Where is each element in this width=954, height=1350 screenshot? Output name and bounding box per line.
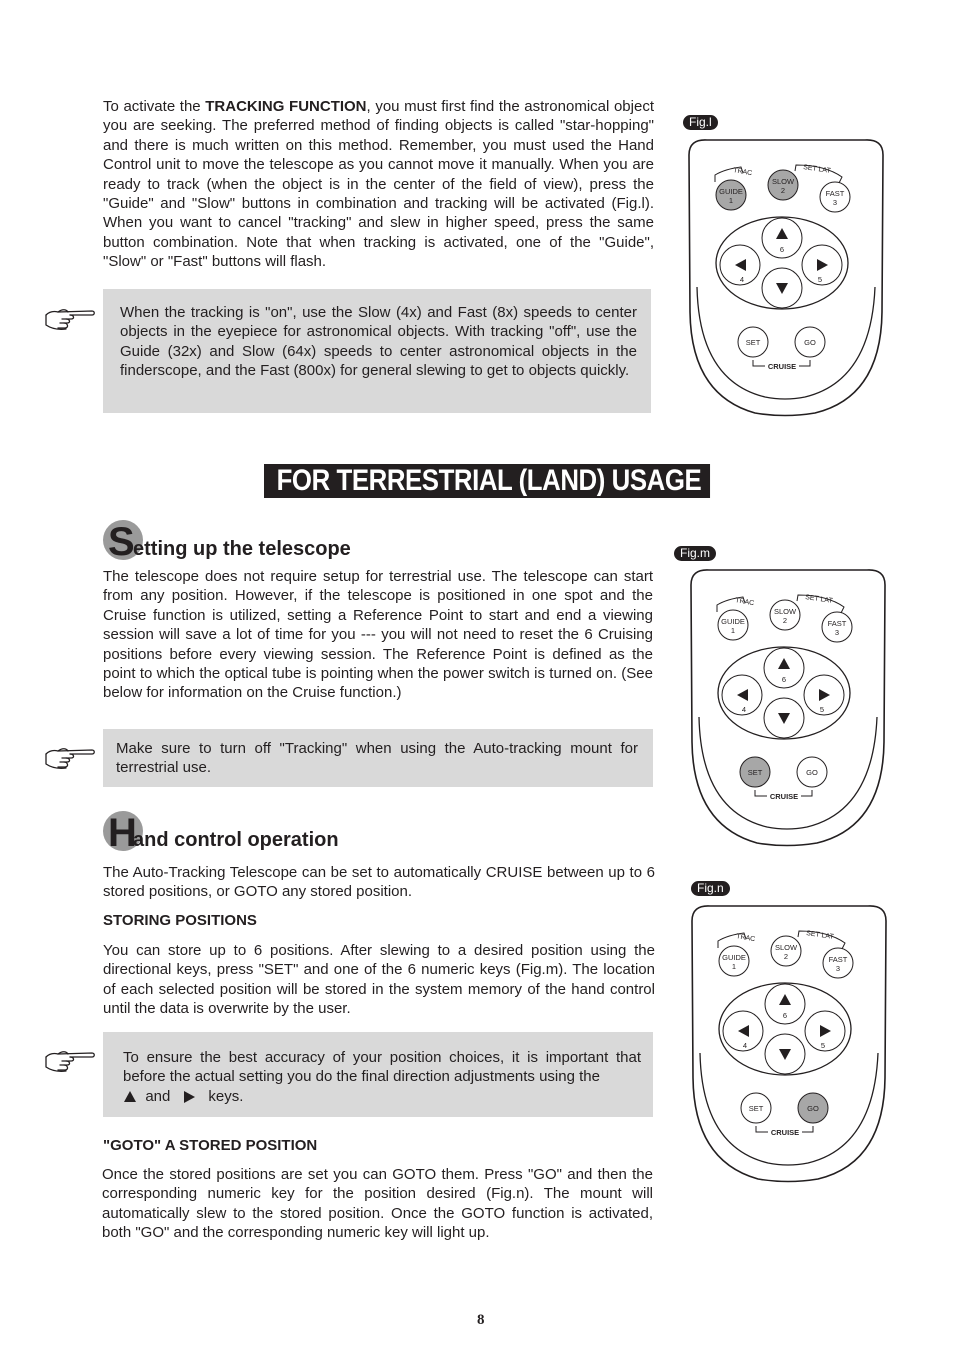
fast-button[interactable] bbox=[823, 948, 853, 978]
key-6-label: 6 bbox=[779, 245, 785, 254]
pointing-hand-icon bbox=[44, 303, 96, 333]
set-button[interactable] bbox=[740, 757, 770, 787]
goto-paragraph: Once the stored positions are set you can GOTO them. Press "GO" and then the corresponding numeric key for the position desired (Fig.n). The mount will automatically slew to the stored position. Once the GOTO function is activated, both "GO" and the corresponding numeric key will light up. bbox=[102, 1166, 653, 1242]
guide-button-number: 1 bbox=[730, 626, 736, 635]
down-key[interactable] bbox=[762, 268, 802, 308]
hand-control-title: and control operation bbox=[133, 829, 339, 851]
cruise-label: CRUISE bbox=[769, 792, 799, 801]
go-button[interactable] bbox=[797, 757, 827, 787]
accuracy-note-line: To ensure the best accuracy of your position choices, it is important that before the actual setting you do the final direction adjustments using the bbox=[123, 1049, 641, 1086]
set-button[interactable] bbox=[738, 327, 768, 357]
slow-button-number: 2 bbox=[782, 616, 788, 625]
set-lat-label: SET LAT bbox=[802, 164, 832, 175]
hand-control-fig-n bbox=[688, 903, 888, 1188]
fast-button-label: FAST bbox=[825, 189, 845, 198]
go-button[interactable] bbox=[798, 1093, 828, 1123]
go-button-label: GO bbox=[806, 768, 818, 777]
banner-title: FOR TERRESTRIAL (LAND) USAGE bbox=[268, 464, 710, 498]
accuracy-note-text bbox=[123, 1048, 641, 1106]
slow-button-label: SLOW bbox=[773, 607, 797, 616]
go-button-label: GO bbox=[807, 1104, 819, 1113]
key-5-label: 5 bbox=[819, 705, 825, 714]
go-button[interactable] bbox=[795, 327, 825, 357]
tracking-paragraph bbox=[103, 97, 654, 272]
fast-button-number: 3 bbox=[834, 628, 840, 637]
slow-button-number: 2 bbox=[780, 186, 786, 195]
right-arrow-icon bbox=[183, 1090, 196, 1104]
tracking-note-text: When the tracking is "on", use the Slow (4x) and Fast (8x) speeds to center objects in the eyepiece for astronomical objects. With tracking "off", use the Guide (32x) and Slow (64x) speeds to center astronomical objects in the finderscope, and the Fast (800x) for general slewing to get to objects quickly. bbox=[120, 304, 637, 380]
guide-button[interactable] bbox=[716, 180, 746, 210]
hand-control-fig-l bbox=[685, 137, 885, 422]
tracking-off-note-text: Make sure to turn off "Tracking" when using the Auto-tracking mount for terrestrial use. bbox=[116, 740, 638, 777]
trac-label: TRAC bbox=[734, 597, 755, 608]
goto-heading: "GOTO" A STORED POSITION bbox=[103, 1137, 318, 1154]
fig-n-label: Fig.n bbox=[691, 881, 730, 896]
set-lat-label: SET LAT bbox=[804, 594, 834, 605]
down-key[interactable] bbox=[765, 1034, 805, 1074]
tracking-text-lead: To activate the bbox=[103, 98, 206, 115]
tracking-off-note bbox=[103, 729, 653, 787]
up-arrow-icon bbox=[123, 1090, 137, 1103]
down-key[interactable] bbox=[764, 698, 804, 738]
accuracy-note-and: and bbox=[145, 1087, 171, 1105]
trac-label: TRAC bbox=[732, 167, 753, 178]
key-6-label: 6 bbox=[781, 675, 787, 684]
accuracy-note-keys: keys. bbox=[208, 1087, 244, 1105]
key-4-label: 4 bbox=[739, 275, 745, 284]
hand-control-fig-m bbox=[687, 567, 887, 852]
fast-button[interactable] bbox=[822, 612, 852, 642]
pointing-hand-icon bbox=[44, 742, 96, 772]
guide-button[interactable] bbox=[719, 946, 749, 976]
key-5-label: 5 bbox=[817, 275, 823, 284]
fast-button[interactable] bbox=[820, 182, 850, 212]
slow-button-label: SLOW bbox=[774, 943, 798, 952]
slow-button[interactable] bbox=[768, 170, 798, 200]
guide-button-label: GUIDE bbox=[722, 953, 746, 962]
key-4-label: 4 bbox=[741, 705, 747, 714]
storing-positions-paragraph: You can store up to 6 positions. After slewing to a desired position using the directional keys, press "SET" and one of the 6 numeric keys (Fig.m). The location of each selected position will be stored in the system memory of the hand control until the data is overwrite by the user. bbox=[103, 942, 655, 1018]
fig-l-label: Fig.l bbox=[683, 115, 718, 130]
setup-paragraph: The telescope does not require setup for terrestrial use. The telescope can start from any position. However, if the telescope is positioned in one spot and the Cruise function is utilized, setting a Reference Point to start and end a viewing session will save a lot of time for you --- you will not need to reset the 6 Cruising positions before every viewing session. The Reference Point is defined as the point to which the optical tube is pointing when the power switch is turned on. (See below for information on the Cruise function.) bbox=[103, 568, 653, 702]
fast-button-number: 3 bbox=[835, 964, 841, 973]
set-button-label: SET bbox=[747, 768, 763, 777]
set-lat-label: SET LAT bbox=[805, 930, 835, 941]
set-button[interactable] bbox=[741, 1093, 771, 1123]
dropcap-letter-s: S bbox=[108, 520, 135, 564]
go-button-label: GO bbox=[804, 338, 816, 347]
guide-button-label: GUIDE bbox=[719, 187, 743, 196]
key-5-label: 5 bbox=[820, 1041, 826, 1050]
terrestrial-banner bbox=[264, 464, 704, 498]
storing-positions-heading: STORING POSITIONS bbox=[103, 912, 257, 929]
guide-button-number: 1 bbox=[731, 962, 737, 971]
guide-button-label: GUIDE bbox=[721, 617, 745, 626]
accuracy-note bbox=[103, 1032, 653, 1117]
slow-button[interactable] bbox=[770, 600, 800, 630]
hand-control-intro: The Auto-Tracking Telescope can be set to automatically CRUISE between up to 6 stored positions, or GOTO any stored position. bbox=[103, 864, 655, 901]
page-number: 8 bbox=[477, 1312, 485, 1328]
key-6-label: 6 bbox=[782, 1011, 788, 1020]
pointing-hand-icon bbox=[44, 1045, 96, 1075]
guide-button[interactable] bbox=[718, 610, 748, 640]
slow-button-label: SLOW bbox=[771, 177, 795, 186]
dropcap-letter-h: H bbox=[108, 811, 137, 855]
tracking-text-body: , you must first find the astronomical object you are seeking. The preferred method of finding objects is called "star-hopping" and there is much written on this method. Remember, you must used the Hand Control unit to move the telescope as you cannot move it manually. When you are ready to track (when the object is in the center of the field of view), press the "Guide" and "Slow" buttons in combination and tracking will be activated (Fig.l). When you want to cancel "tracking" and slew in higher speed, press the same button combination. Note that when tracking is activated, one of the "Guide", "Slow" or "Fast" buttons will flash. bbox=[103, 98, 654, 271]
trac-label: TRAC bbox=[735, 933, 756, 944]
tracking-speed-note bbox=[103, 289, 651, 413]
slow-button-number: 2 bbox=[783, 952, 789, 961]
tracking-function-term: TRACKING FUNCTION bbox=[205, 98, 367, 115]
fig-m-label: Fig.m bbox=[674, 546, 716, 561]
setting-up-title: etting up the telescope bbox=[133, 538, 351, 560]
slow-button[interactable] bbox=[771, 936, 801, 966]
fast-button-label: FAST bbox=[827, 619, 847, 628]
set-button-label: SET bbox=[748, 1104, 764, 1113]
fast-button-label: FAST bbox=[828, 955, 848, 964]
fast-button-number: 3 bbox=[832, 198, 838, 207]
key-4-label: 4 bbox=[742, 1041, 748, 1050]
cruise-label: CRUISE bbox=[767, 362, 797, 371]
set-button-label: SET bbox=[745, 338, 761, 347]
guide-button-number: 1 bbox=[728, 196, 734, 205]
cruise-label: CRUISE bbox=[770, 1128, 800, 1137]
